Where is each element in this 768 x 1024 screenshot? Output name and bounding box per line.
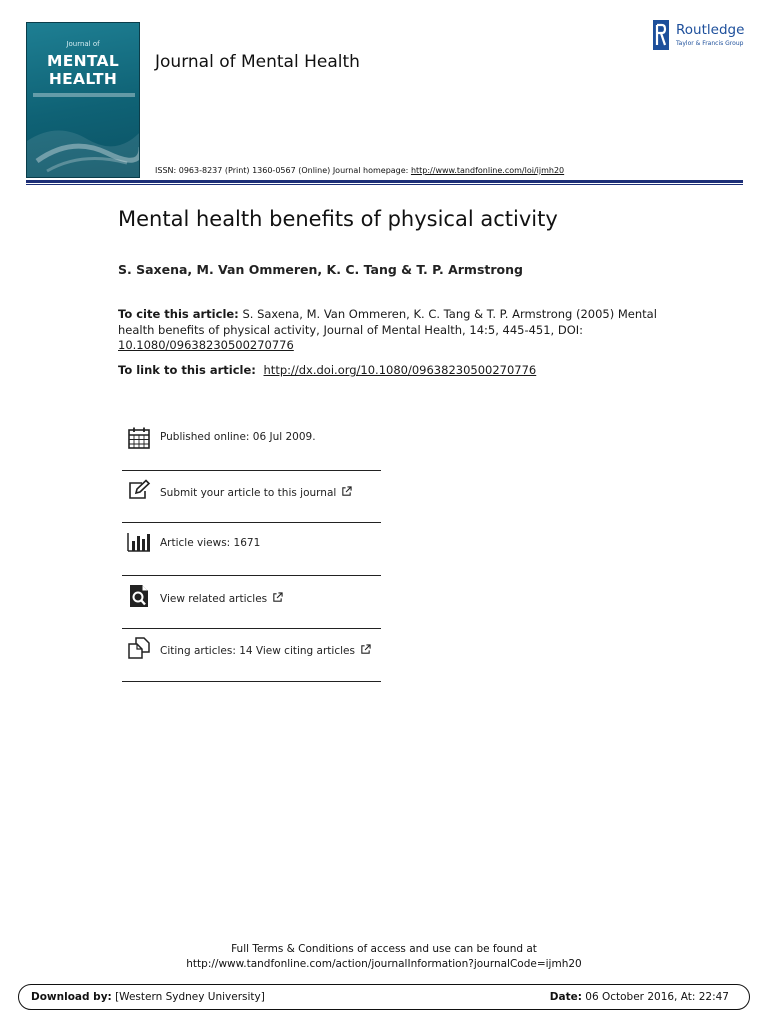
routledge-r-icon — [653, 20, 669, 50]
calendar-icon — [127, 426, 151, 450]
download-date-label: Date: — [549, 991, 582, 1003]
cover-tagline — [33, 93, 135, 97]
info-divider — [122, 522, 381, 523]
journal-homepage-link[interactable]: http://www.tandfonline.com/loi/ijmh20 — [410, 166, 565, 175]
article-views-text: Article views: 1671 — [160, 537, 261, 549]
download-by — [31, 991, 265, 1003]
routledge-logo[interactable] — [653, 20, 749, 50]
cite-label: To cite this article: — [118, 307, 239, 321]
journal-title: Journal of Mental Health — [155, 52, 360, 72]
download-info-bar — [18, 984, 750, 1010]
citing-articles-link[interactable] — [160, 644, 371, 657]
cover-small-text: Journal of — [66, 40, 100, 48]
article-title: Mental health benefits of physical activity — [118, 207, 558, 231]
related-articles-link[interactable] — [160, 592, 283, 605]
submit-article-link[interactable] — [160, 486, 352, 499]
info-divider — [122, 575, 381, 576]
related-articles-label: View related articles — [160, 593, 268, 605]
external-link-icon — [272, 592, 283, 603]
article-doi-url[interactable]: http://dx.doi.org/10.1080/09638230500270776 — [263, 363, 537, 377]
external-link-icon — [341, 486, 352, 497]
article-authors: S. Saxena, M. Van Ommeren, K. C. Tang & T. P. Armstrong — [118, 262, 523, 277]
citing-documents-icon — [127, 636, 151, 660]
terms-line-1: Full Terms & Conditions of access and use can be found at — [231, 943, 537, 955]
download-date-value: 06 October 2016, At: 22:47 — [585, 991, 729, 1003]
publisher-name: Routledge — [676, 22, 745, 38]
info-divider — [122, 681, 381, 682]
cover-swirl-graphic — [27, 101, 140, 178]
document-search-icon — [127, 584, 151, 608]
article-link-line — [118, 363, 536, 377]
cover-title-line2: HEALTH — [48, 70, 118, 88]
header-rule-thick — [26, 180, 743, 183]
download-by-value: [Western Sydney University] — [115, 991, 265, 1003]
citing-articles-label: Citing articles: 14 View citing articles — [160, 645, 355, 657]
citation-block — [118, 307, 678, 354]
issn-line — [155, 166, 564, 175]
edit-pencil-icon — [127, 479, 151, 503]
published-online-text: Published online: 06 Jul 2009. — [160, 431, 316, 443]
issn-text: ISSN: 0963-8237 (Print) 1360-0567 (Online) Journal homepage: — [155, 166, 409, 175]
download-date — [550, 991, 729, 1003]
link-label: To link to this article: — [118, 363, 256, 377]
download-by-label: Download by: — [31, 991, 112, 1003]
cite-doi-link[interactable]: 10.1080/09638230500270776 — [118, 338, 294, 352]
cover-title-line1: MENTAL — [46, 52, 120, 70]
terms-url[interactable]: http://www.tandfonline.com/action/journalInformation?journalCode=ijmh20 — [186, 958, 582, 970]
header-rule-thin — [26, 184, 743, 185]
submit-article-label: Submit your article to this journal — [160, 487, 337, 499]
publisher-subtitle: Taylor & Francis Group — [676, 40, 744, 47]
external-link-icon — [360, 644, 371, 655]
bar-chart-icon — [127, 530, 151, 554]
info-divider — [122, 628, 381, 629]
journal-cover-image — [26, 22, 140, 178]
cite-text: S. Saxena, M. Van Ommeren, K. C. Tang & T. P. Armstrong (2005) Mental health benefits of physical activity, Journal of Mental Health, 14:5, 445-451, DOI: — [118, 307, 657, 337]
info-divider — [122, 470, 381, 471]
